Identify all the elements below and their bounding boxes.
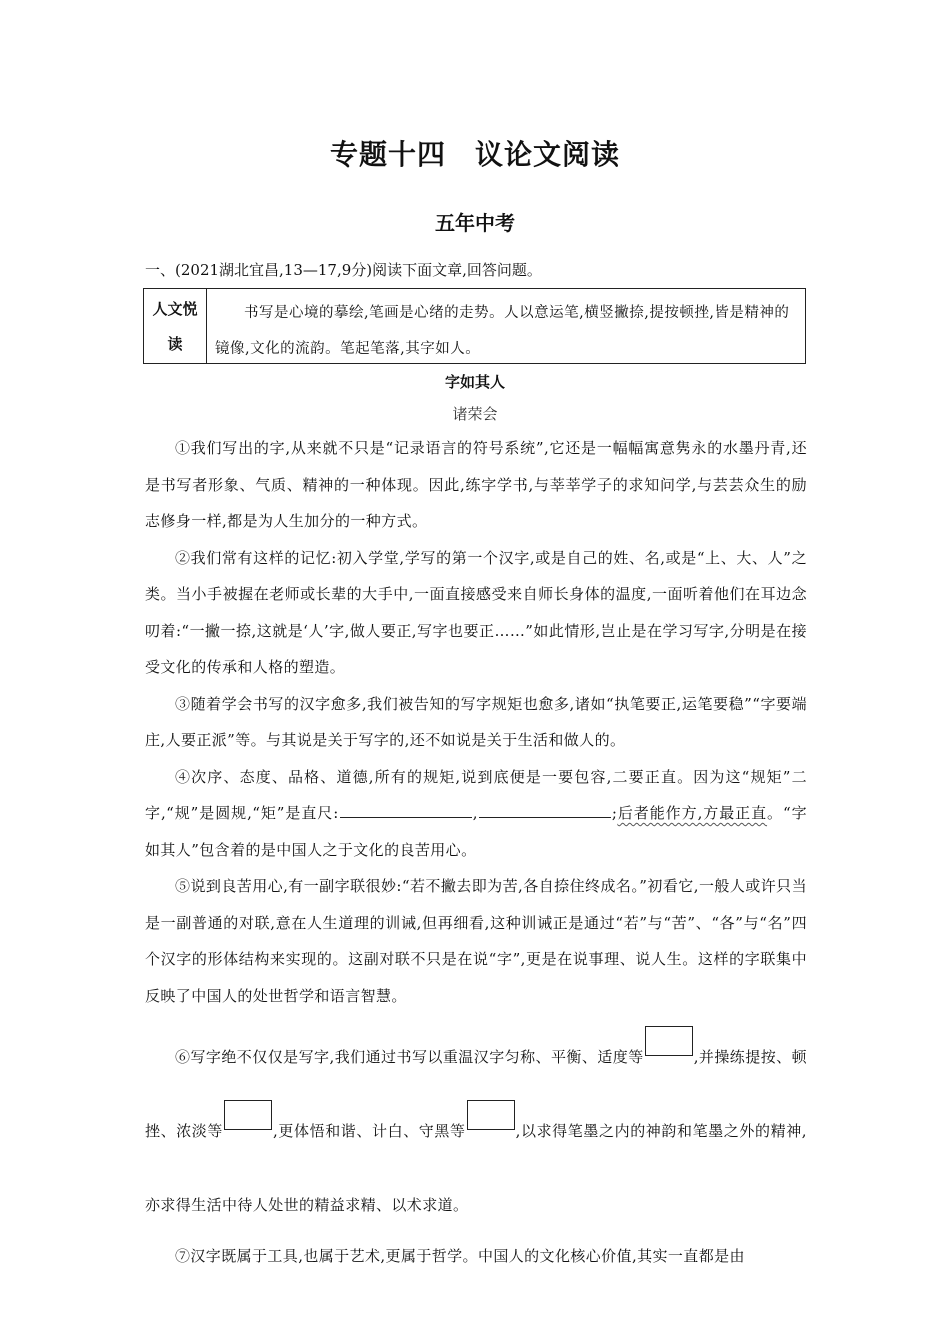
paragraph-6-part-a: ⑥写字绝不仅仅是写字,我们通过书写以重温汉字匀称、平衡、适度等: [175, 1048, 644, 1066]
answer-blank-2[interactable]: [479, 801, 611, 818]
paragraph-6: [145, 1020, 807, 1242]
paragraph-6-part-c: ,更体悟和谐、计白、守黑等: [273, 1122, 466, 1140]
page-title: 专题十四 议论文阅读: [329, 138, 620, 171]
paragraph-7: ⑦汉字既属于工具,也属于艺术,更属于哲学。中国人的文化核心价值,其实一直都是由: [175, 1247, 745, 1265]
answer-box-1[interactable]: [645, 1026, 693, 1056]
article-author: 诸荣会: [452, 405, 498, 423]
answer-box-3[interactable]: [467, 1100, 515, 1130]
paragraph-4-part-a: ④次序、态度、品格、道德,所有的规矩,说到底便是一要包容,二要正直。因为这“规矩”二字,“规”是圆规,“矩”是直尺:: [145, 767, 807, 822]
paragraph-4-part-b: ;: [611, 804, 618, 822]
answer-blank-1[interactable]: [340, 801, 472, 818]
paragraph-5: ⑤说到良苦用心,有一副字联很妙:“若不撇去即为苦,各自捺住终成名。”初看它,一般人或许只当是一副普通的对联,意在人生道理的训诫,但再细看,这种训诫正是通过“若”与“苦”、“各”与“名”四个汉字的形体结构来实现的。这副对联不只是在说“字”,更是在说事理、说人生。这样的字联集中反映了中国人的处世哲学和语言智慧。: [145, 877, 807, 1005]
intro-box-text: 书写是心境的摹绘,笔画是心绪的走势。人以意运笔,横竖撇捺,提按顿挫,皆是精神的镜像,文化的流韵。笔起笔落,其字如人。: [215, 305, 790, 357]
question-prompt: 一、(2021湖北宜昌,13—17,9分)阅读下面文章,回答问题。: [145, 261, 542, 279]
paragraph-4-separator: ,: [472, 804, 478, 822]
section-subtitle: 五年中考: [435, 211, 515, 235]
paragraph-6-part-b: ,并操练提按、顿挫、浓淡等: [145, 1048, 807, 1140]
paragraph-4-part-c: 。“字如其人”包含着的是中国人之于文化的良苦用心。: [145, 804, 807, 859]
answer-box-2[interactable]: [224, 1100, 272, 1130]
paragraph-3: ③随着学会书写的汉字愈多,我们被告知的写字规矩也愈多,诸如“执笔要正,运笔要稳”“字要端庄,人要正派”等。与其说是关于写字的,还不如说是关于生活和做人的。: [145, 694, 807, 749]
intro-box: [143, 288, 806, 364]
article-body: [145, 430, 807, 1275]
intro-label-line1: 人文悦: [152, 300, 198, 318]
paragraph-6-part-d: ,以求得笔墨之内的神韵和笔墨之外的精神,亦求得生活中待人处世的精益求精、以术求道。: [145, 1122, 807, 1214]
paragraph-2: ②我们常有这样的记忆:初入学堂,学写的第一个汉字,或是自己的姓、名,或是“上、大、人”之类。当小手被握在老师或长辈的大手中,一面直接感受来自师长身体的温度,一面听着他们在耳边念叨着:“一撇一捺,这就是‘人’字,做人要正,写字也要正……”如此情形,岂止是在学习写字,分明是在接受文化的传承和人格的塑造。: [145, 548, 807, 676]
intro-box-label: [144, 289, 207, 363]
wavy-underlined-text: 后者能作方,方最正直: [617, 804, 768, 822]
intro-label-line2: 读: [167, 335, 183, 353]
paragraph-1: ①我们写出的字,从来就不只是“记录语言的符号系统”,它还是一幅幅寓意隽永的水墨丹青,还是书写者形象、气质、精神的一种体现。因此,练字学书,与莘莘学子的求知问学,与芸芸众生的励志修身一样,都是为人生加分的一种方式。: [145, 439, 807, 530]
paragraph-4: [145, 759, 807, 869]
article-title: 字如其人: [444, 373, 505, 391]
